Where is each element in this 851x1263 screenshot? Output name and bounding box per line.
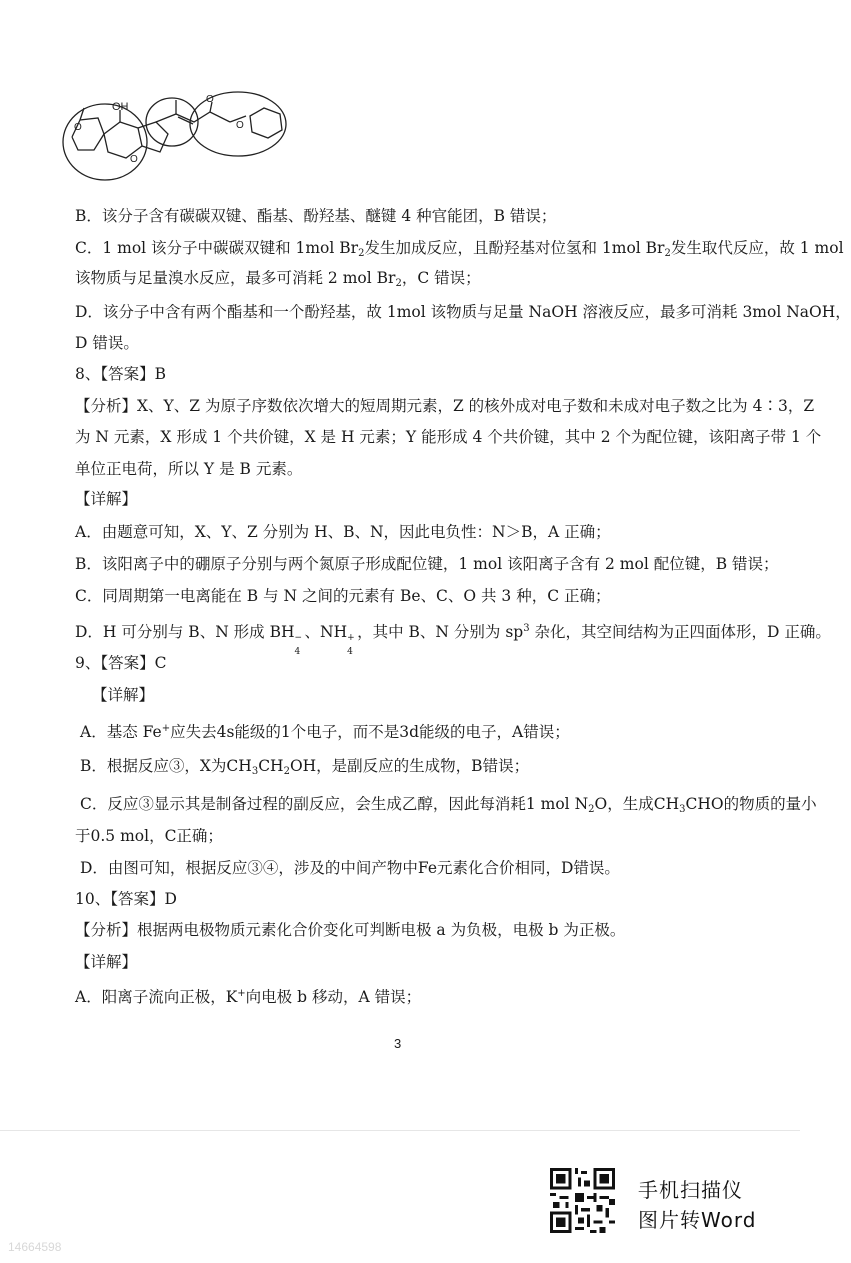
q9-option-c-1: C．反应③显示其是制备过程的副反应，会生成乙醇，因此每消耗1 mol $N_2O$，生成$CH_3CHO$的物质的量小 bbox=[80, 795, 817, 815]
svg-text:O: O bbox=[130, 154, 138, 165]
q10-option-a: A．阳离子流向正极，K+向电极 b 移动，A 错误； bbox=[75, 988, 422, 1006]
line-d7a: D．该分子中含有两个酯基和一个酚羟基，故 1mol 该物质与足量 NaOH 溶液反应，最多可消耗 3mol NaOH， bbox=[75, 303, 851, 321]
question-9-answer: 9、【答案】C bbox=[75, 654, 167, 672]
footer-divider bbox=[0, 1130, 800, 1131]
q8-option-a: A．由题意可知，X、Y、Z 分别为 H、B、N，因此电负性：N＞B，A 正确； bbox=[75, 523, 611, 541]
question-8-answer: 8、【答案】B bbox=[75, 365, 167, 383]
q8-analysis-1: 【分析】X、Y、Z 为原子序数依次增大的短周期元素，Z 的核外成对电子数和未成对电子数之比为 4∶3，Z bbox=[75, 397, 815, 415]
q10-detail-heading: 【详解】 bbox=[75, 953, 138, 971]
page-number: 3 bbox=[394, 1036, 402, 1051]
molecule-structure bbox=[60, 92, 300, 192]
oh-label: OH bbox=[112, 101, 129, 113]
q9-detail-heading: 【详解】 bbox=[92, 686, 155, 704]
line-d7b: D 错误。 bbox=[75, 334, 139, 352]
svg-text:O: O bbox=[74, 122, 82, 133]
q8-analysis-3: 单位正电荷，所以 Y 是 B 元素。 bbox=[75, 460, 303, 478]
line-b7: B．该分子含有碳碳双键、酯基、酚羟基、醚键 4 种官能团，B 错误； bbox=[75, 207, 557, 225]
q9-option-d: D．由图可知，根据反应③④，涉及的中间产物中Fe元素化合价相同，D错误。 bbox=[80, 859, 620, 877]
q9-option-a: A．基态 Fe+应失去4s能级的1个电子，而不是3d能级的电子，A错误； bbox=[80, 723, 570, 741]
qr-code-icon[interactable] bbox=[550, 1168, 615, 1233]
q9-option-b: B．根据反应③，X为$CH_3CH_2OH$，是副反应的生成物，B错误； bbox=[80, 757, 530, 777]
q8-detail-heading: 【详解】 bbox=[75, 490, 138, 508]
q8-option-c: C．同周期第一电离能在 B 与 N 之间的元素有 Be、C、O 共 3 种，C 正确； bbox=[75, 587, 611, 605]
question-10-answer: 10、【答案】D bbox=[75, 890, 177, 908]
document-id: 14664598 bbox=[8, 1240, 62, 1254]
svg-text:O: O bbox=[236, 120, 244, 131]
line-c7a: C．1 mol 该分子中碳碳双键和 1mol $Br_2$发生加成反应，且酚羟基对位氢和 1mol $Br_2$发生取代反应，故 1 mol bbox=[75, 239, 844, 259]
line-c7b: 该物质与足量溴水反应，最多可消耗 2 mol $Br_2$，C 错误； bbox=[75, 269, 481, 289]
q8-analysis-2: 为 N 元素，X 形成 1 个共价键，X 是 H 元素；Y 能形成 4 个共价键，其中 2 个为配位键，该阳离子带 1 个 bbox=[75, 428, 822, 446]
q10-analysis: 【分析】根据两电极物质元素化合价变化可判断电极 a 为负极，电极 b 为正极。 bbox=[75, 921, 626, 939]
brand-line-1: 手机扫描仪 bbox=[638, 1178, 743, 1202]
q8-option-d: D．H 可分别与 B、N 形成 BH − 4 、NH + 4 ，其中 B、N 分别为 $sp^3$ 杂化，其空间结构为正四面体形，D 正确。 bbox=[75, 623, 831, 657]
svg-text:O: O bbox=[206, 94, 214, 105]
q8-option-b: B．该阳离子中的硼原子分别与两个氮原子形成配位键，1 mol 该阳离子含有 2 mol 配位键，B 错误； bbox=[75, 555, 779, 573]
q9-option-c-2: 于0.5 mol，C正确； bbox=[75, 827, 223, 845]
brand-line-2: 图片转Word bbox=[638, 1208, 757, 1232]
